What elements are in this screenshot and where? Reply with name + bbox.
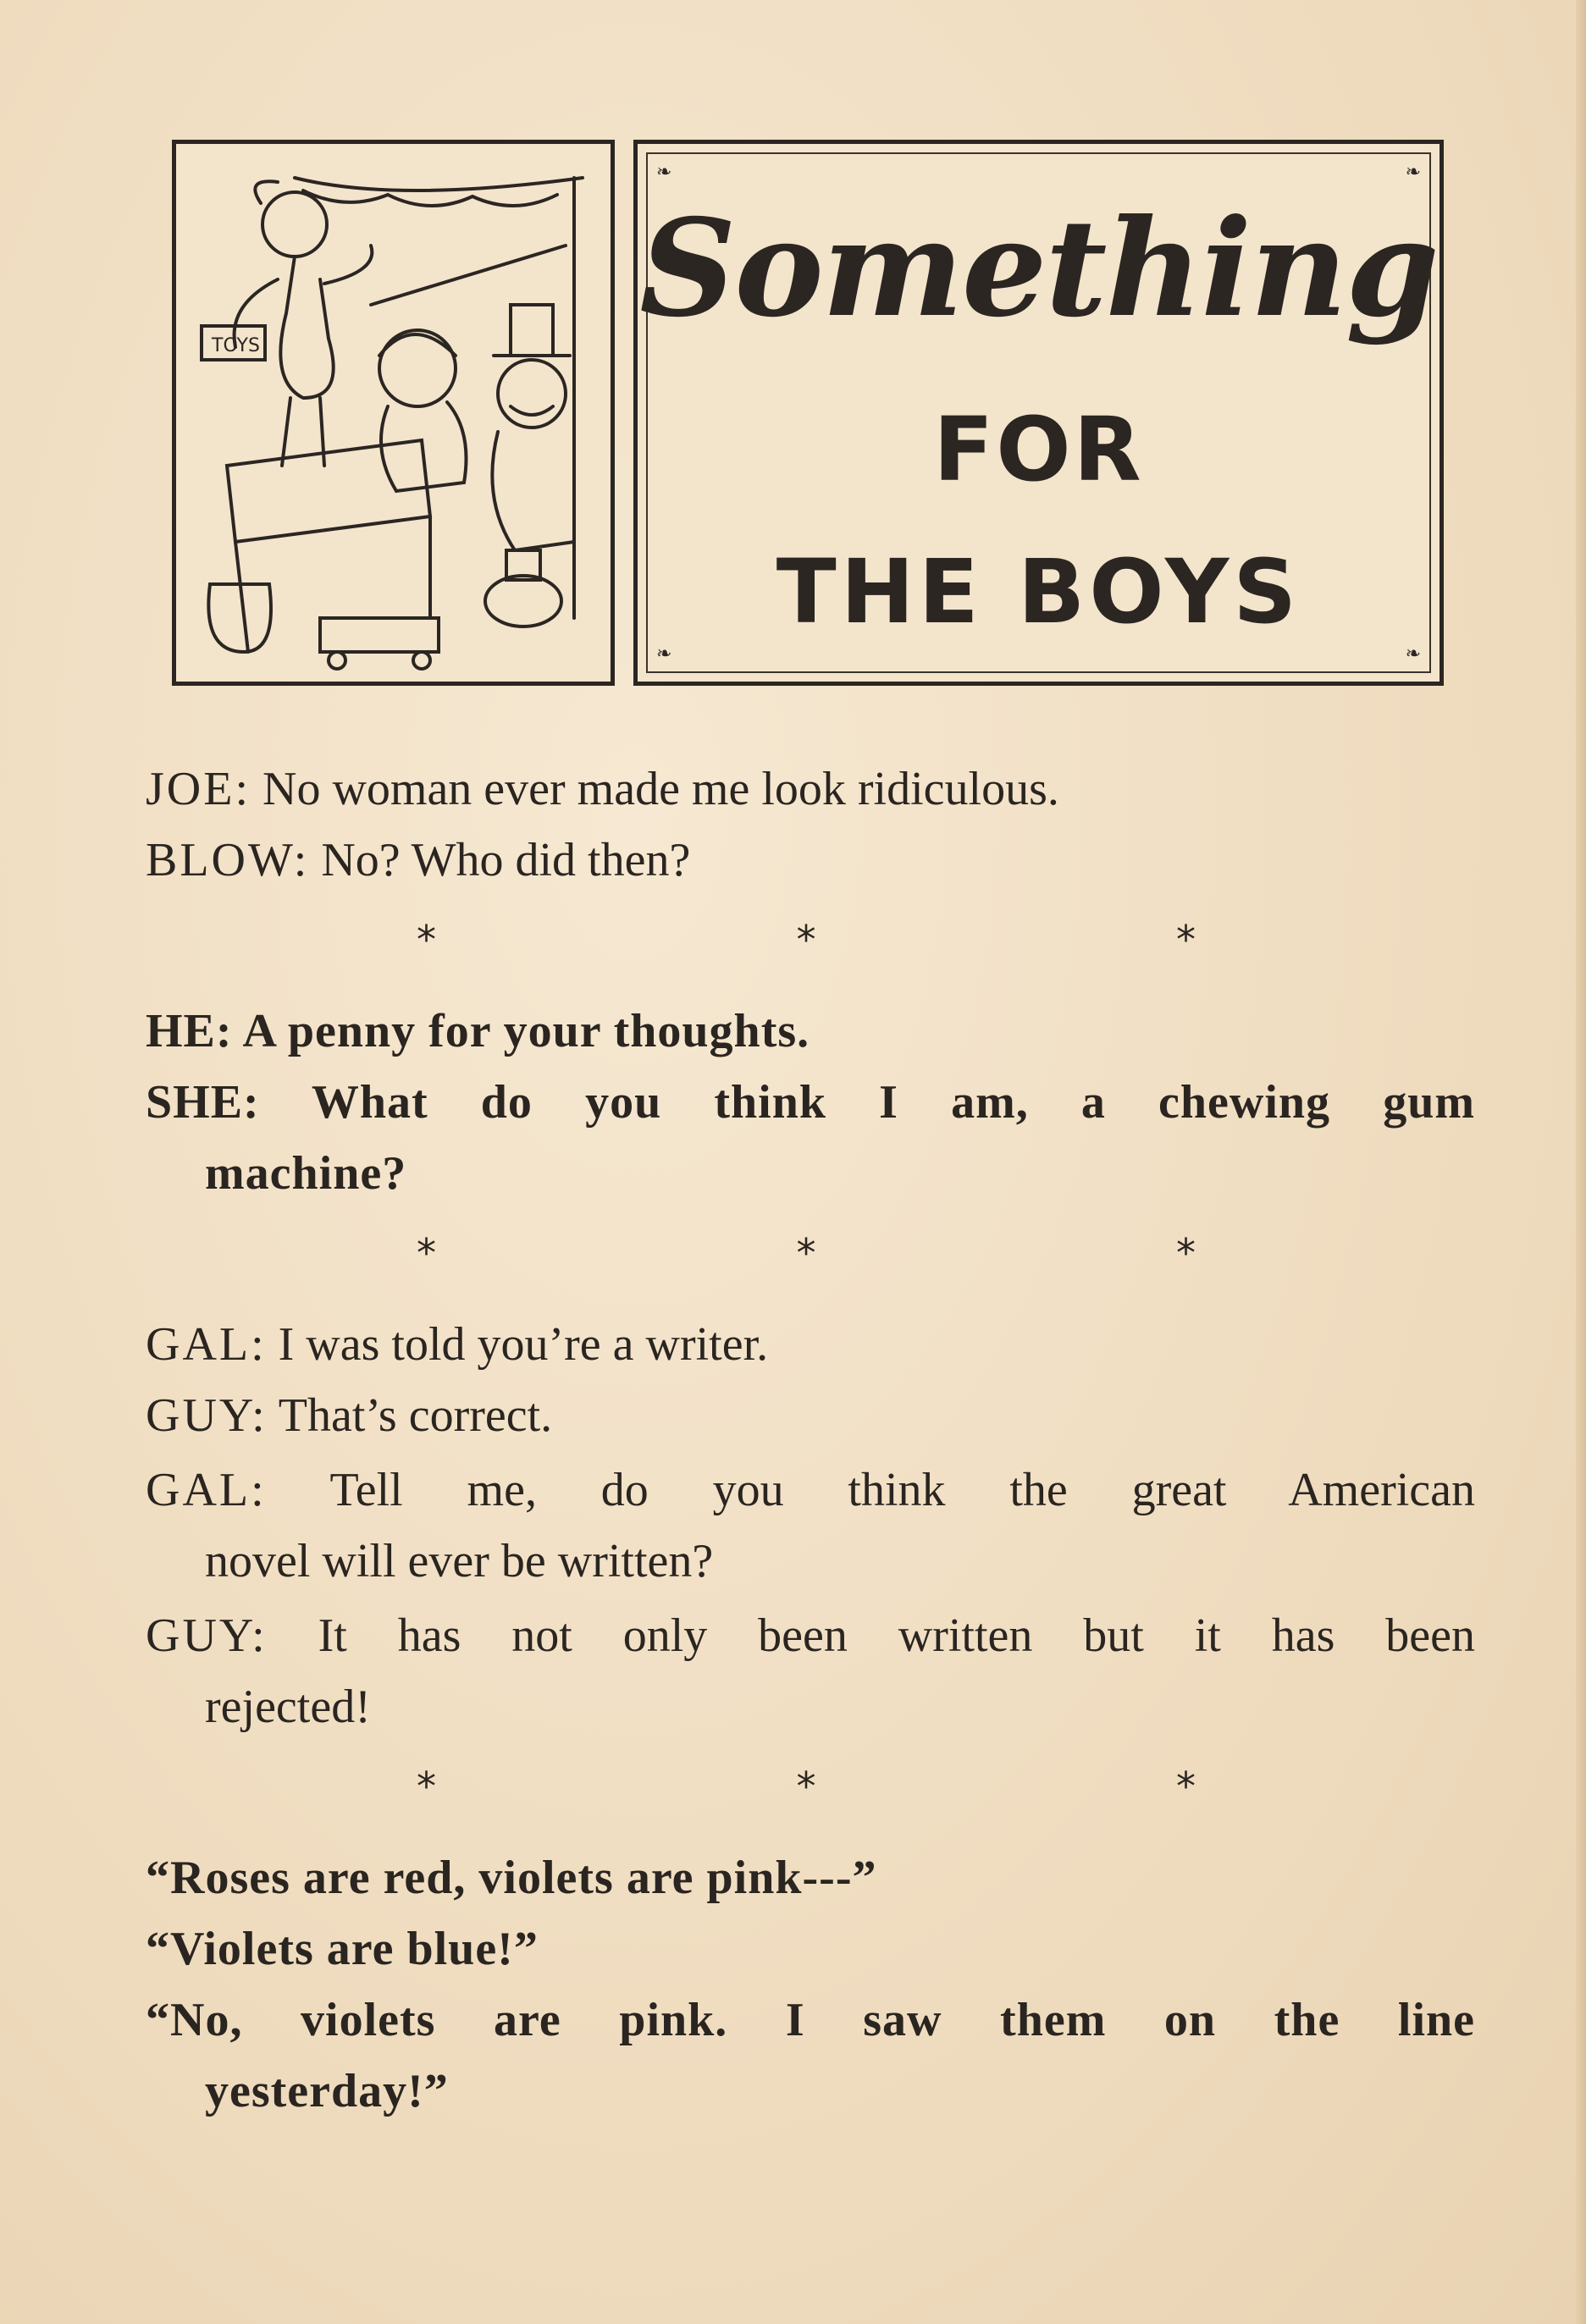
joke	[146, 996, 1475, 1209]
separator-star: *	[417, 1230, 436, 1276]
dialogue-line	[146, 1455, 1475, 1526]
separator	[146, 1761, 1475, 1812]
separator-star: *	[796, 1230, 816, 1276]
cartoon-drawing	[176, 144, 611, 682]
separator-star: *	[417, 1764, 436, 1809]
corner-ornament-icon: ❧	[656, 161, 672, 182]
separator-star: *	[1176, 1764, 1196, 1809]
joke	[146, 1309, 1475, 1742]
dialogue-line	[146, 754, 1475, 825]
dialogue-line: “Roses are red, violets are pink---”	[146, 1852, 877, 1904]
line-text: What do you think I am, a chewing gum	[311, 1076, 1475, 1129]
separator	[146, 1228, 1475, 1278]
jokes-body	[146, 754, 1475, 2127]
title-box	[633, 140, 1444, 686]
separator-star: *	[1176, 1230, 1196, 1276]
dialogue-line	[146, 1067, 1475, 1138]
separator	[146, 914, 1475, 965]
joke	[146, 1842, 1475, 2127]
corner-ornament-icon: ❧	[656, 643, 672, 664]
speaker: BLOW:	[146, 834, 310, 886]
toys-sign-label: TOYS	[212, 335, 260, 356]
line-continuation: yesterday!”	[205, 2065, 449, 2117]
separator-star: *	[796, 917, 816, 963]
line-text: It has not only been written but it has been	[318, 1609, 1475, 1662]
separator-star: *	[796, 1764, 816, 1809]
separator-star: *	[417, 917, 436, 963]
corner-ornament-icon: ❧	[1405, 643, 1421, 664]
line-continuation: machine?	[205, 1147, 407, 1200]
line-text: That’s correct.	[278, 1389, 553, 1442]
dialogue-line: “No, violets are pink. I saw them on the line	[146, 1994, 1475, 2046]
line-continuation: rejected!	[205, 1681, 371, 1733]
separator-star: *	[1176, 917, 1196, 963]
dialogue-line	[146, 825, 1475, 896]
line-text: No? Who did then?	[321, 834, 691, 886]
dialogue-line	[146, 996, 1475, 1067]
dialogue-line	[146, 1309, 1475, 1380]
line-text: Tell me, do you think the great American	[329, 1464, 1475, 1516]
title-for: FOR	[933, 398, 1144, 501]
dialogue-line: “Violets are blue!”	[146, 1923, 539, 1975]
line-text: No woman ever made me look ridiculous.	[262, 763, 1059, 815]
joke	[146, 754, 1475, 896]
line-text: I was told you’re a writer.	[278, 1318, 769, 1371]
corner-ornament-icon: ❧	[1405, 161, 1421, 182]
speaker: SHE:	[146, 1076, 260, 1129]
title-something: Something	[639, 190, 1438, 347]
speaker: HE:	[146, 1005, 233, 1057]
dialogue-line	[146, 1600, 1475, 1671]
speaker: GUY:	[146, 1389, 268, 1442]
line-continuation: novel will ever be written?	[205, 1535, 714, 1587]
cartoon-illustration	[172, 140, 615, 686]
title-the-boys: THE BOYS	[776, 540, 1301, 643]
speaker: JOE:	[146, 763, 251, 815]
line-text: A penny for your thoughts.	[242, 1005, 810, 1057]
speaker: GAL:	[146, 1464, 267, 1516]
speaker: GUY:	[146, 1609, 268, 1662]
dialogue-line	[146, 1380, 1475, 1451]
speaker: GAL:	[146, 1318, 267, 1371]
